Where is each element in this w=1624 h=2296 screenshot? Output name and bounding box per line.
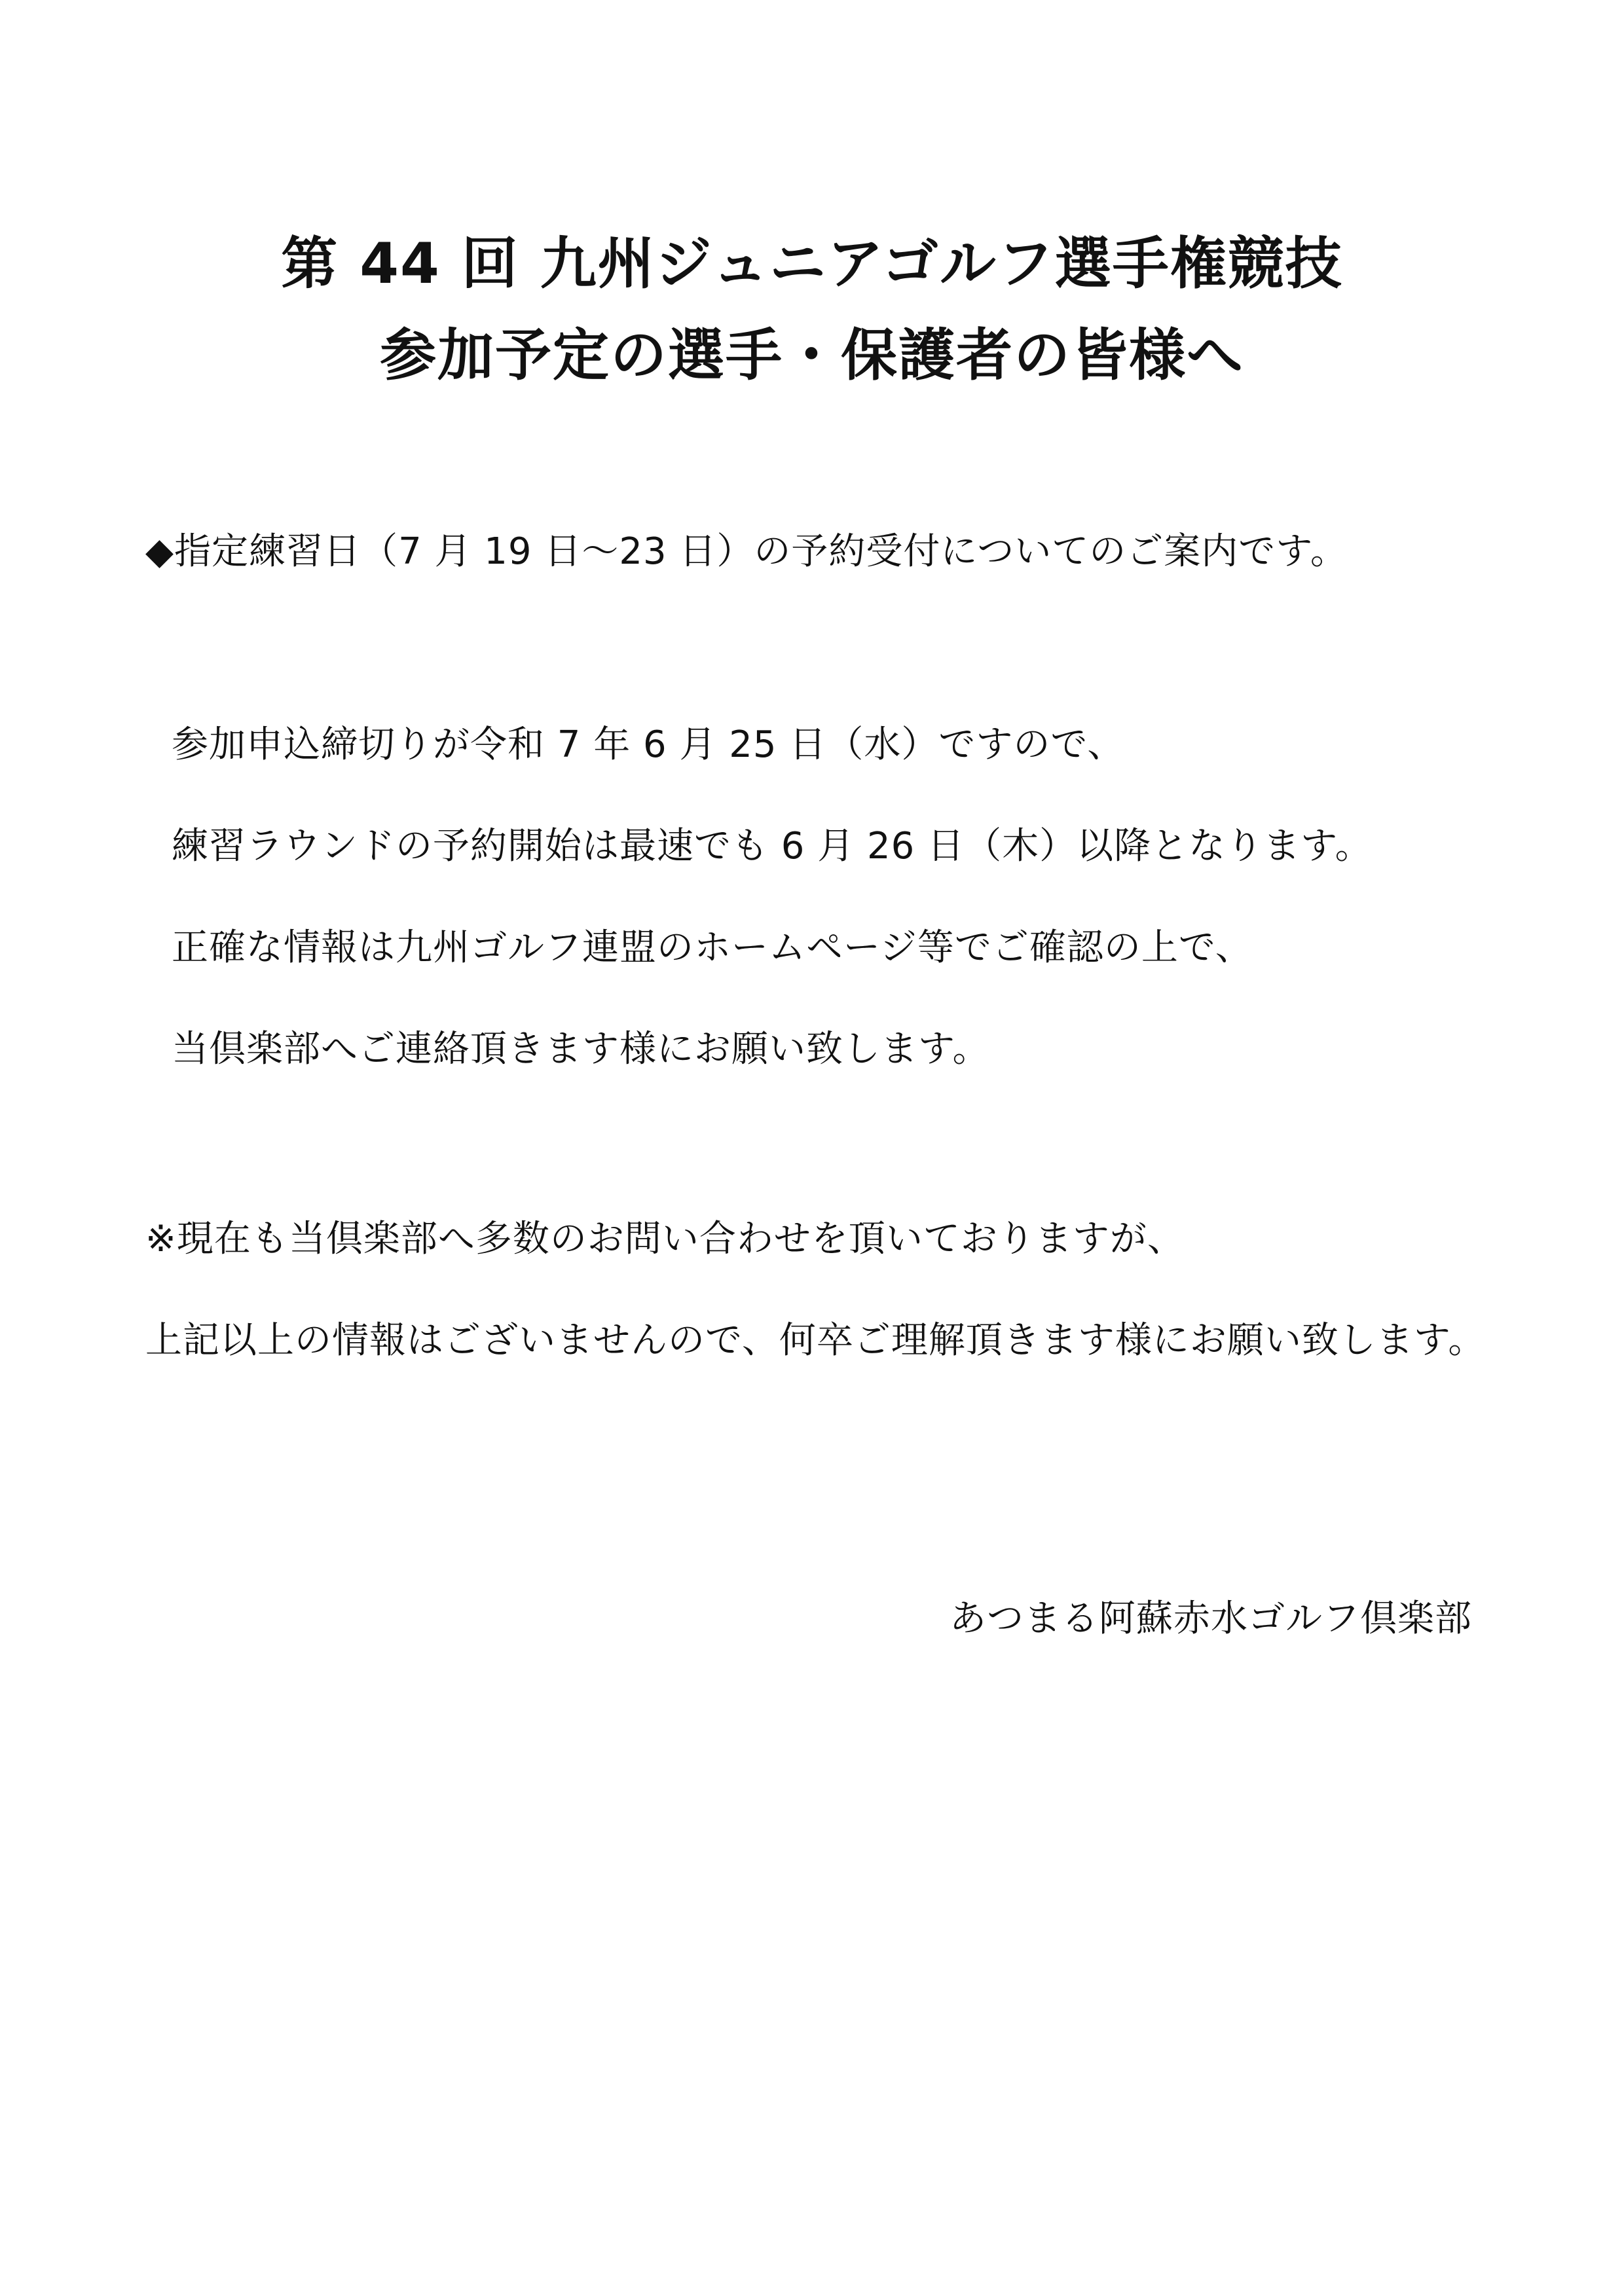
- body-line-4: 当倶楽部へご連絡頂きます様にお願い致します。: [172, 1028, 990, 1070]
- title-line-2: 参加予定の選手・保護者の皆様へ: [380, 323, 1244, 388]
- note-line-1: ※現在も当倶楽部へ多数のお問い合わせを頂いておりますが、: [145, 1218, 1185, 1260]
- body-line-3: 正確な情報は九州ゴルフ連盟のホームページ等でご確認の上で、: [172, 926, 1253, 969]
- signature: あつまる阿蘇赤水ゴルフ倶楽部: [950, 1597, 1472, 1640]
- intro-text: ◆指定練習日（7 月 19 日～23 日）の予約受付についてのご案内です。: [145, 530, 1348, 573]
- note-line-2: 上記以上の情報はございませんので、何卒ご理解頂きます様にお願い致します。: [145, 1319, 1486, 1362]
- body-line-2: 練習ラウンドの予約開始は最速でも 6 月 26 日（木）以降となります。: [172, 825, 1373, 867]
- body-line-1: 参加申込締切りが令和 7 年 6 月 25 日（水）ですので、: [172, 723, 1125, 766]
- title-line-1: 第 44 回 九州ジュニアゴルフ選手権競技: [281, 231, 1343, 297]
